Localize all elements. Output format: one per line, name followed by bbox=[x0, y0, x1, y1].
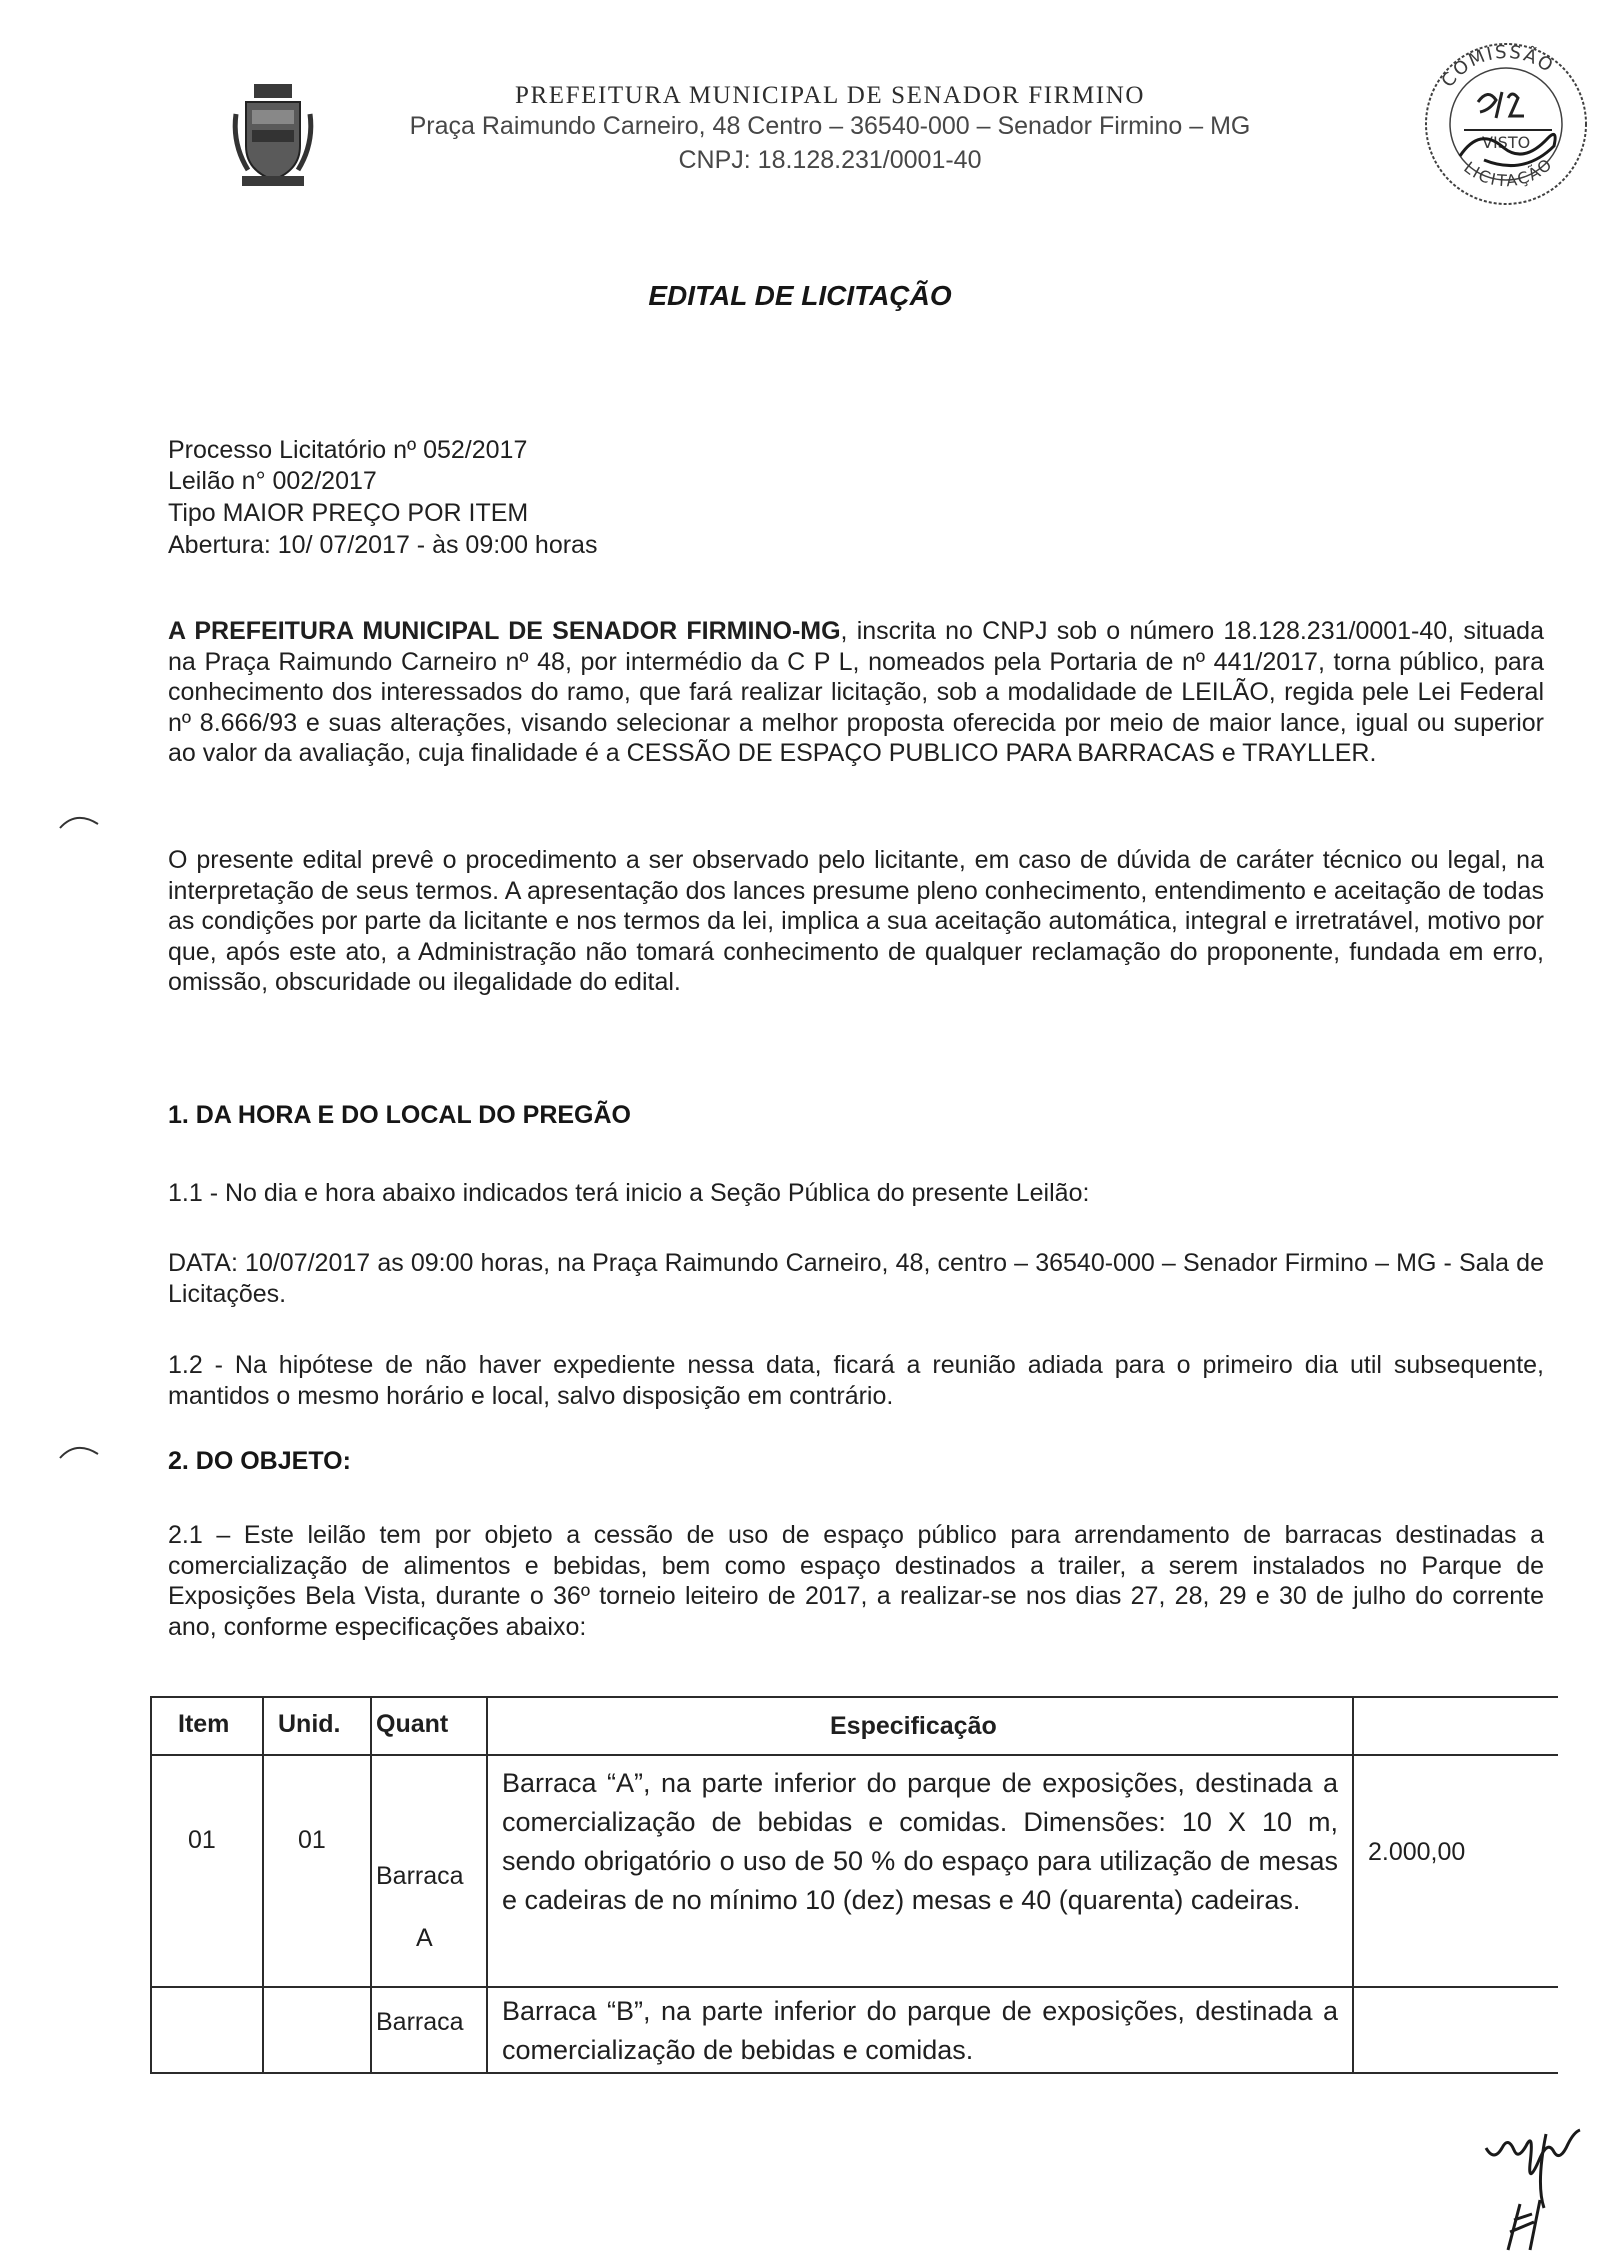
item-2-1: 2.1 – Este leilão tem por objeto a cessão de uso de espaço público para arrendamento de barracas destinadas a comercialização de alimentos e bebidas, bem como espaço destinados a trailer, a serem instalados no Parque de Exposições Bela Vista, durante o 36º torneio leiteiro de 2017, a realizar-se nos dias 27, 28, 29 e 30 de julho do corrente ano, conforme especificações abaixo: bbox=[168, 1521, 1544, 1641]
header-unid: Unid. bbox=[278, 1710, 341, 1738]
margin-mark-icon bbox=[58, 1438, 102, 1462]
intro-text: , inscrita no CNPJ sob o número 18.128.231/0001-40, situada na Praça Raimundo Carneiro nº 48, por intermédio da C P L, nomeados pela Portaria de nº 441/2017, torna público, para conhecimento dos interessados do ramo, que fará realizar licitação, sob a modalidade de LEILÃO, regida pele Lei Federal nº 8.666/93 e suas alterações, visando selecionar a melhor proposta oferecida por meio de maior lance, igual ou superior ao valor da avaliação, cuja finalidade é a CESSÃO DE ESPAÇO PUBLICO PARA BARRACAS e TRAYLLER. bbox=[168, 617, 1544, 767]
item-1-2: 1.2 - Na hipótese de não haver expediente nessa data, ficará a reunião adiada para o primeiro dia util subsequente, mantidos o mesmo horário e local, salvo disposição em contrário. bbox=[168, 1351, 1544, 1410]
row1-value: 2.000,00 bbox=[1368, 1838, 1466, 1866]
processo-number: Processo Licitatório nº 052/2017 bbox=[168, 436, 528, 464]
row1-item: 01 bbox=[188, 1826, 216, 1854]
edital-notice-paragraph: O presente edital prevê o procedimento a ser observado pelo licitante, em caso de dúvida de caráter técnico ou legal, na interpretação de seus termos. A apresentação dos lances presume pleno conhecimento, entendimento e aceitação de todas as condições por parte da licitante e nos termos da lei, implica a sua aceitação automática, integral e irretratável, motivo por que, após este ato, a Administração não tomará conhecimento de qualquer reclamação do proponente, fundada em erro, omissão, obscuridade ou ilegalidade do edital. bbox=[168, 846, 1544, 996]
commission-stamp-icon bbox=[1420, 38, 1592, 214]
svg-text:LICITAÇÃO: LICITAÇÃO bbox=[1460, 153, 1557, 191]
margin-mark-icon bbox=[58, 808, 102, 832]
row2-specification: Barraca “B”, na parte inferior do parque de exposições, destinada a comercialização de bebidas e comidas. bbox=[502, 1996, 1338, 2065]
coat-of-arms-icon bbox=[232, 84, 314, 190]
item-1-1: 1.1 - No dia e hora abaixo indicados terá inicio a Seção Pública do presente Leilão: bbox=[168, 1179, 1090, 1207]
section-1-heading: 1. DA HORA E DO LOCAL DO PREGÃO bbox=[168, 1101, 632, 1129]
row1-unid: 01 bbox=[298, 1826, 326, 1854]
session-date-location: DATA: 10/07/2017 as 09:00 horas, na Praça Raimundo Carneiro, 48, centro – 36540-000 – Senador Firmino – MG - Sala de Licitações. bbox=[168, 1249, 1544, 1308]
intro-bold-entity: A PREFEITURA MUNICIPAL DE SENADOR FIRMINO-MG bbox=[168, 617, 841, 645]
items-table bbox=[150, 1696, 1558, 2074]
row2-quant-line1: Barraca bbox=[376, 2008, 464, 2036]
auction-type: Tipo MAIOR PREÇO POR ITEM bbox=[168, 499, 529, 527]
row1-specification: Barraca “A”, na parte inferior do parque de exposições, destinada a comercialização de bebidas e comidas. Dimensões: 10 X 10 m, sendo obrigatório o uso de 50 % do espaço para utilização de mesas e cadeiras de no mínimo 10 (dez) mesas e 40 (quarenta) cadeiras. bbox=[502, 1768, 1338, 1915]
row1-quant-line1: Barraca bbox=[376, 1862, 464, 1890]
header-quant: Quant bbox=[376, 1710, 449, 1738]
leilao-number: Leilão n° 002/2017 bbox=[168, 467, 377, 495]
intro-paragraph bbox=[168, 616, 1544, 769]
section-2-heading: 2. DO OBJETO: bbox=[168, 1447, 351, 1475]
header-especificacao: Especificação bbox=[830, 1712, 997, 1740]
svg-text:COMISSÃO: COMISSÃO bbox=[1437, 41, 1559, 92]
header-item: Item bbox=[178, 1710, 230, 1738]
handwritten-signature-icon bbox=[1480, 2108, 1596, 2256]
city-hall-name: PREFEITURA MUNICIPAL DE SENADOR FIRMINO bbox=[514, 82, 1146, 109]
city-hall-address: Praça Raimundo Carneiro, 48 Centro – 36540-000 – Senador Firmino – MG bbox=[409, 112, 1251, 140]
opening-date: Abertura: 10/ 07/2017 - às 09:00 horas bbox=[168, 531, 598, 559]
city-hall-cnpj: CNPJ: 18.128.231/0001-40 bbox=[678, 146, 982, 174]
svg-text:VISTO: VISTO bbox=[1482, 133, 1531, 152]
row1-quant-line2: A bbox=[416, 1924, 433, 1952]
document-title: EDITAL DE LICITAÇÃO bbox=[648, 280, 952, 311]
